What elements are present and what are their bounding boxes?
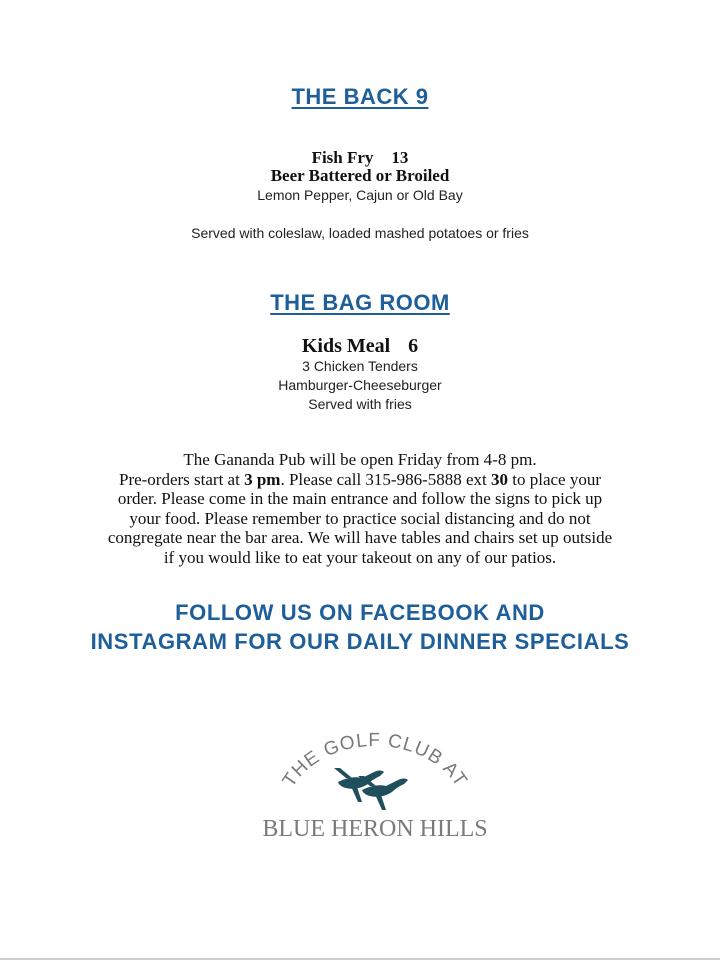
bagroom-title: THE BAG ROOM	[270, 290, 450, 315]
kids-meal-line-3: Served with fries	[308, 396, 412, 412]
kids-meal-item	[0, 335, 720, 358]
fish-fry-sides: Served with coleslaw, loaded mashed potatoes or fries	[191, 225, 529, 241]
back9-title: THE BACK 9	[291, 84, 429, 109]
info-line-4: your food. Please remember to practice social distancing and do not	[129, 508, 591, 528]
info-preorder-line	[40, 470, 680, 490]
follow-line-1: FOLLOW US ON FACEBOOK AND	[175, 600, 545, 625]
kids-meal-line-1: 3 Chicken Tenders	[302, 358, 418, 374]
logo-arc-text: THE GOLF CLUB AT	[278, 732, 472, 791]
heron-birds-icon	[334, 768, 408, 810]
info-call-text: . Please call 315-986-5888 ext	[280, 469, 492, 489]
logo-graphic	[250, 732, 500, 852]
fish-fry-item	[0, 148, 720, 168]
info-call-suffix: to place your	[508, 469, 602, 489]
info-ext: 30	[491, 469, 509, 489]
follow-us-banner	[0, 598, 720, 656]
fish-fry-price: 13	[391, 148, 409, 167]
kids-meal-price: 6	[408, 335, 419, 357]
info-open-hours: The Gananda Pub will be open Friday from 4-8 pm.	[183, 450, 537, 469]
info-line-5: congregate near the bar area. We will have tables and chairs set up outside	[107, 528, 613, 547]
fish-fry-name: Fish Fry	[311, 148, 374, 167]
info-line-3: order. Please come in the main entrance and follow the signs to pick up	[117, 489, 603, 508]
follow-line-2: INSTAGRAM FOR OUR DAILY DINNER SPECIALS	[90, 629, 630, 654]
kids-meal-name: Kids Meal	[301, 335, 391, 357]
logo-club-name: BLUE HERON HILLS	[262, 816, 488, 842]
pub-info-paragraph	[40, 450, 680, 567]
fish-fry-style: Beer Battered or Broiled	[270, 166, 450, 185]
info-preorder-prefix: Pre-orders start at	[118, 469, 245, 489]
kids-meal-line-2: Hamburger-Cheeseburger	[278, 377, 442, 393]
fish-fry-seasoning: Lemon Pepper, Cajun or Old Bay	[257, 187, 463, 203]
golf-club-logo	[250, 732, 500, 852]
info-line-6: if you would like to eat your takeout on any of our patios.	[163, 547, 557, 567]
info-preorder-time: 3 pm	[244, 469, 281, 489]
